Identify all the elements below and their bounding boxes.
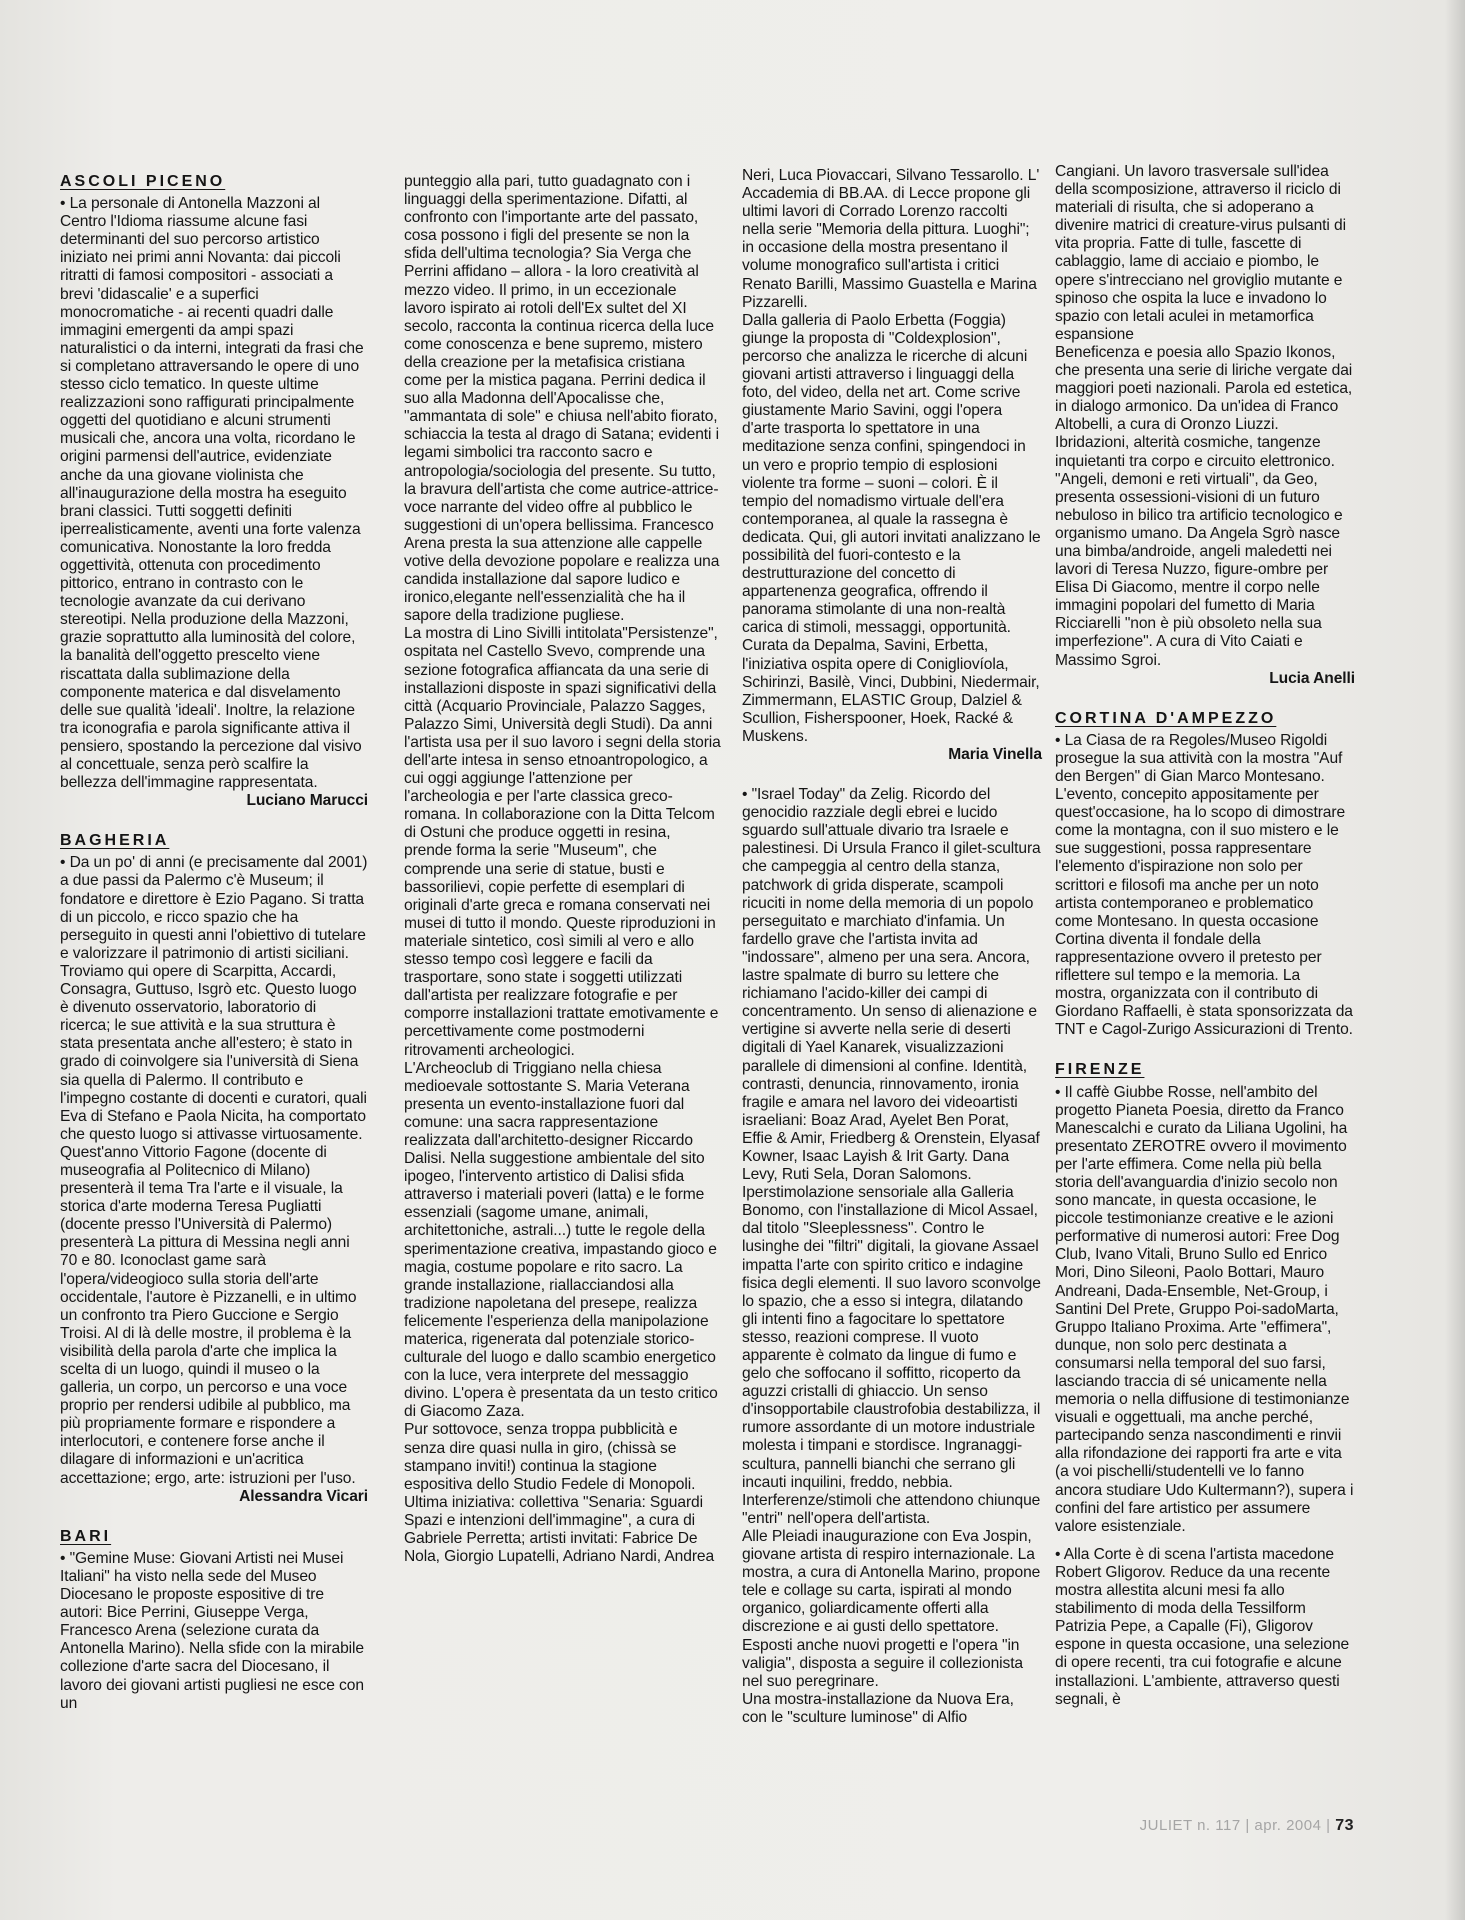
article-alla-corte: • Alla Corte è di scena l'artista macedone Robert Gligorov. Reduce da una recente mostra allestita alcuni mesi fa allo stabilimento di moda della Tessilform Patrizia Pepe, a Capalle (Fi), Gligorov espone in questa occasione, una selezione di opere recenti, tra cui fotografie e alcune installazioni. L'ambiente, attraverso questi segnali, è xyxy=(1055,1545,1350,1708)
article-cangiani: Cangiani. Un lavoro trasversale sull'idea della scomposizione, attraverso il riciclo di materiali di risulta, che si adoperano a divenire matrici di creature-virus pulsanti di vita propria. Fatte di tulle, fascette di cablaggio, lame di acciaio e piombo, le opere s'intrecciano nel groviglio mutante e spinoso che ospita la luce e invadono lo spazio con letali aculei in metamorfica espansione xyxy=(1055,163,1346,343)
section-heading-firenze: FIRENZE xyxy=(1055,1061,1145,1079)
article-bari-continued: punteggio alla pari, tutto guadagnato con i linguaggi della sperimentazione. Difatti, al confronto con l'importante arte del passato, cosa possono i figli del presente se non la sfida dell'ultima tecnologia? Sia Verga che Perrini affidano – allora - la loro creatività al mezzo video. Il primo, in un eccezionale lavoro ispirato ai rotoli dell'Ex sultet del XI secolo, racconta la continua ricerca della luce come conoscenza e bene supremo, mistero della creazione per la metafisica cristiana come per la mistica pagana. Perrini dedica il suo alla Madonna dell'Apocalisse che, "ammantata di sole" e chiusa nell'abito fiorato, schiaccia la testa al drago di Satana; evidenti i legami simbolici tra racconto sacro e antropologia/sociologia del presente. Su tutto, la bravura dell'artista che come autrice-attrice-voce narrante del video offre al pubblico le suggestioni di un'opera bellissima. Francesco Arena presta la sua attenzione alle cappelle votive della devozione popolare e realizza una candida installazione dal sapore ludico e ironico,elegante nell'essenzialità che ha il sapore della tradizione pugliese. xyxy=(404,173,720,625)
author-luciano-marucci: Luciano Marucci xyxy=(246,792,368,810)
section-heading-cortina: CORTINA D'AMPEZZO xyxy=(1055,709,1277,727)
article-galleria-bonomo: Iperstimolazione sensoriale alla Galleria Bonomo, con l'installazione di Micol Assael, dal titolo "Sleeplessness". Contro le lusinghe dei "filtri" digitali, la giovane Assael impatta l'arte con spirito critico e indagine fisica degli elementi. Il suo lavoro sconvolge lo spazio, che a esso si integra, dilatando gli intenti fino a fagocitare lo spettatore stesso, reazioni comprese. Il vuoto apparente è colmato da lingue di fumo e gelo che soffocano il soffitto, ricoperto da aguzzi cristalli di ghiaccio. Un senso d'insopportabile claustrofobia destabilizza, il rumore assordante di un motore industriale molesta i timpani e stordisce. Ingranaggi-scultura, pannelli bianchi che serrano gli incauti inquilini, freddo, nebbia. Interferenze/stimoli che attendono chiunque "entri" nell'opera dell'artista. xyxy=(742,1184,1041,1527)
column-3 xyxy=(742,167,1042,1727)
column-2 xyxy=(404,173,722,1566)
article-archeoclub: L'Archeoclub di Triggiano nella chiesa medioevale sottostante S. Maria Veterana presenta un evento-installazione fuori dal comune: una sacra rappresentazione realizzata dall'architetto-designer Riccardo Dalisi. Nella suggestione ambientale del sito ipogeo, l'intervento artistico di Dalisi sfida attraverso i materiali poveri (latta) e le forme essenziali (sagome umane, animali, architettoniche, astrali...) tutte le regole della sperimentazione creativa, impastando gioco e magia, costume popolare e rito sacro. La grande installazione, riallacciandosi alla tradizione napoletana del presepe, realizza felicemente l'esperienza della manipolazione materica, rigenerata dal potenziale storico-culturale del luogo e dallo scambio energetico con la luce, vera interprete del messaggio divino. L'opera è presentata da un testo critico di Giacomo Zaza. xyxy=(404,1059,718,1421)
section-heading-bari: BARI xyxy=(60,1527,112,1545)
column-4 xyxy=(1055,163,1355,1709)
article-giubbe-rosse: • Il caffè Giubbe Rosse, nell'ambito del progetto Pianeta Poesia, diretto da Franco Manescalchi e curato da Liliana Ugolini, ha presentato ZEROTRE ovvero il movimento per l'arte effimera. Come nella più bella storia dell'avanguardia d'inizio secolo non sono mancate, in questa occasione, le piccole testimonianze creative e le azioni performative di numerosi autori: Free Dog Club, Ivano Vitali, Bruno Sullo ed Enrico Mori, Dino Sileoni, Paolo Bottari, Mauro Andreani, Dada-Ensemble, Net-Group, i Santini Del Prete, Gruppo Poi-sadoMarta, Gruppo Italiano Proxima. Arte "effimera", dunque, non solo perc destinata a consumarsi nella temporal del suo farsi, lasciando traccia di sé unicamente nella memoria o nella diffusione di testimonianze visuali e oggettuali, ma anche perché, partecipando senza nascondimenti e rinvii alla rifondazione dei rapporti fra arte e vita (a voi pischelli/studentelli ve lo fanno ancora studiare Udo Kultermann?), supera i confini del fare artistico per assumere valore esistenziale. xyxy=(1055,1083,1354,1535)
page-footer xyxy=(1084,1817,1354,1835)
article-ascoli-piceno: • La personale di Antonella Mazzoni al Centro l'Idioma riassume alcune fasi determinanti del suo percorso artistico iniziato nei primi anni Novanta: dai piccoli ritratti di famosi compositori - associati a brevi 'didascalie' e a superfici monocromatiche - ai recenti quadri dalle immagini emergenti da ampi spazi naturalistici o da interni, integrati da frasi che si completano attraversando le opere di uno stesso ciclo tematico. In queste ultime realizzazioni sono raffigurati principalmente oggetti del quotidiano e alcuni strumenti musicali che, ancora una volta, ricordano le origini parmensi dell'autrice, evidenziate anche da una giovane violinista che all'inaugurazione della mostra ha eseguito brani classici. Tutti soggetti definiti iperrealisticamente, aventi una forte valenza comunicativa. Nonostante la loro fredda oggettività, ottenuta con procedimento pittorico, entrano in contrasto con le tecnologie avanzate da cui derivano stereotipi. Nella produzione della Mazzoni, grazie soprattutto alla luminosità del colore, la banalità dell'oggetto prescelto viene riscattata dalla sublimazione della componente materica e dal disvelamento delle sue qualità 'ideali'. Inoltre, la relazione tra iconografia e parola significante attiva il pensiero, spostando la percezione dal visivo al concettuale, senza però scalfire la bellezza dell'immagine rappresentata. xyxy=(60,195,364,792)
section-heading-bagheria: BAGHERIA xyxy=(60,832,170,850)
article-cortina: • La Ciasa de ra Regoles/Museo Rigoldi prosegue la sua attività con la mostra "Auf den Bergen" di Gian Marco Montesano. L'evento, concepito appositamente per quest'occasione, ha lo scopo di dimostrare come la montagna, con il suo mistero e le sue suggestioni, possa rappresentare l'elemento d'ispirazione non solo per scrittori e filosofi ma anche per un noto artista contemporaneo e problematico come Montesano. In questa occasione Cortina diventa il fondale della rappresentazione ovvero il pretesto per riflettere sul tempo e la memoria. La mostra, organizzata con il contributo di Giordano Raffaelli, è stata sponsorizzata da TNT e Cagol-Zurigo Assicurazioni di Trento. xyxy=(1055,731,1353,1039)
article-accademia-lecce: Neri, Luca Piovaccari, Silvano Tessarollo. L' Accademia di BB.AA. di Lecce propone gli ultimi lavori di Corrado Lorenzo raccolti nella serie "Memoria della pittura. Luoghi"; in occasione della mostra presentano il volume monografico sull'artista i critici Renato Barilli, Massimo Guastella e Marina Pizzarelli. xyxy=(742,167,1040,311)
article-studio-fedele: Pur sottovoce, senza troppa pubblicità e senza dire quasi nulla in giro, (chissà se stampano inviti!) continua la stagione espositiva dello Studio Fedele di Monopoli. Ultima iniziativa: collettiva "Senaria: Sguardi Spazi e intenzioni dell'immagine", a cura di Gabriele Perretta; artisti invitati: Fabrice De Nola, Giorgio Lupatelli, Adriano Nardi, Andrea xyxy=(404,1421,715,1566)
section-heading-ascoli-piceno: ASCOLI PICENO xyxy=(60,173,226,190)
article-pleiadi: Alle Pleiadi inaugurazione con Eva Jospin, giovane artista di respiro internazionale. La mostra, a cura di Antonella Marino, propone tele e collage su carta, ispirati al mondo organico, goliardicamente offerti alla discrezione e ai gusti dello spettatore. Esposti anche nuovi progetti e l'opera "in valigia", disposta a seguire il collezionista nel suo peregrinare. xyxy=(742,1527,1041,1690)
author-maria-vinella: Maria Vinella xyxy=(948,746,1042,763)
author-alessandra-vicari: Alessandra Vicari xyxy=(239,1487,368,1505)
article-bari: • "Gemine Muse: Giovani Artisti nei Musei Italiani" ha visto nella sede del Museo Diocesano le proposte espositive di tre autori: Bice Perrini, Giuseppe Verga, Francesco Arena (selezione curata da Antonella Marino). Nella sfide con la mirabile collezione d'arte sacra del Diocesano, il lavoro dei giovani artisti pugliesi ne esce con un xyxy=(60,1549,364,1712)
page-edge-shadow xyxy=(1445,0,1465,1920)
article-bagheria: • Da un po' di anni (e precisamente dal 2001) a due passi da Palermo c'è Museum; il fondatore e direttore è Ezio Pagano. Si tratta di un piccolo, e ricco spazio che ha perseguito in questi anni l'obiettivo di tutelare e valorizzare il patrimonio di artisti siciliani. Troviamo qui opere di Scarpitta, Accardi, Consagra, Guttuso, Isgrò etc. Questo luogo è divenuto osservatorio, laboratorio di ricerca; le sue attività e la sua struttura è stata presentata anche all'estero; è stato in grado di coinvolgere sia l'università di Siena sia quella di Palermo. Il contributo e l'impegno costante di docenti e curatori, quali Eva di Stefano e Paola Nicita, ha comportato che questo luogo si attivasse virtuosamente. Quest'anno Vittorio Fagone (docente di museografia al Politecnico di Milano) presenterà il tema Tra l'arte e il visuale, la storica d'arte moderna Teresa Pugliatti (docente presso l'Università di Palermo) presenterà La pittura di Messina negli anni 70 e 80. Iconoclast game sarà l'opera/videogioco sulla storia dell'arte occidentale, l'autore è Pizzanelli, e in ultimo un confronto tra Piero Guccione e Sergio Troisi. Al di là delle mostre, il problema è la visibilità della parola d'arte che implica la scelta di un luogo, quindi il museo o la galleria, un corpo, un percorso e una voce proprio per rendersi udibile al pubblico, ma più propriamente formare e rispondere a interlocutori, e contenere forse anche il dilagare di informazioni e un'acritica accettazione; ergo, arte: istruzioni per l'uso. xyxy=(60,854,368,1487)
column-1 xyxy=(60,173,368,1713)
article-lino-sivilli: La mostra di Lino Sivilli intitolata"Persistenze", ospitata nel Castello Svevo, comprende una sezione fotografica affiancata da una serie di installazioni disposte in spazi significativi della città (Acquario Provinciale, Palazzo Sagges, Palazzo Simi, Università degli Studi). Da anni l'artista usa per il suo lavoro i segni della storia dell'arte intesa in senso etnoantropologico, a cui oggi aggiunge l'attenzione per l'archeologia e per l'arte classica greco-romana. In collaborazione con la Ditta Telcom di Ostuni che produce oggetti in resina, prende forma la serie "Museum", che comprende una serie di statue, busti e bassorilievi, copie perfette di esemplari di originali d'arte greca e romana conservati nei musei di tutto il mondo. Queste riproduzioni in materiale sintetico, così simili al vero e allo stesso tempo così leggere e facili da trasportare, sono state i soggetti utilizzati dall'artista per realizzare fotografie e per comporre installazioni trattate emotivamente e percettivamente come postmoderni ritrovamenti archeologici. xyxy=(404,625,721,1059)
page-number: 73 xyxy=(1335,1817,1354,1834)
article-spazio-ikonos: Beneficenza e poesia allo Spazio Ikonos, che presenta una serie di liriche vergate dai maggiori poeti nazionali. Parola ed estetica, in dialogo armonico. Da un'idea di Franco Altobelli, a cura di Oronzo Liuzzi. xyxy=(1055,343,1353,434)
magazine-issue: JULIET n. 117 | apr. 2004 | xyxy=(1139,1817,1331,1834)
article-israel-today: • "Israel Today" da Zelig. Ricordo del genocidio razziale degli ebrei e lucido sguardo sull'attuale divario tra Israele e palestinesi. Di Ursula Franco il gilet-scultura che campeggia al centro della stanza, patchwork di grida disperate, scampoli ricuciti in nome della memoria di un popolo perseguitato e marchiato d'infamia. Un fardello grave che l'artista invita ad "indossare", almeno per una sera. Ancora, lastre spalmate di burro su lettere che richiamano l'acido-killer dei campi di concentramento. Un senso di alienazione e vertigine si avverte nella serie di deserti digitali di Yael Kanarek, visualizzazioni parallele di dimensioni al confine. Identità, contrasti, denuncia, rinnovamento, ironia fragile e amara nel lavoro dei videoartisti israeliani: Boaz Arad, Ayelet Ben Porat, Effie & Amir, Friedberg & Orenstein, Elyasaf Kowner, Isaac Layish & Irit Garty. Dana Levy, Ruti Sela, Doran Salomons. xyxy=(742,786,1041,1184)
article-nuova-era: Una mostra-installazione da Nuova Era, con le "sculture luminose" di Alfio xyxy=(742,1690,1014,1726)
article-geo: Ibridazioni, alterità cosmiche, tangenze inquietanti tra corpo e circuito elettronico. "Angeli, demoni e reti virtuali", da Geo, presenta ossessioni-visioni di un futuro nebuloso in bilico tra artificio tecnologico e organismo umano. Da Angela Sgrò nasce una bimba/androide, angeli maledetti nei lavori di Teresa Nuzzo, figure-ombre per Elisa Di Giacomo, mentre il corpo nelle immagini popolari del fumetto di Maria Ricciarelli "non è più obsoleto nella sua imperfezione". A cura di Vito Caiati e Massimo Sgroi. xyxy=(1055,434,1343,669)
author-lucia-anelli: Lucia Anelli xyxy=(1269,669,1355,687)
article-paolo-erbetta: Dalla galleria di Paolo Erbetta (Foggia) giunge la proposta di "Coldexplosion", percorso che analizza le ricerche di alcuni giovani artisti attraverso i linguaggi della foto, del video, della net art. Come scrive giustamente Mario Savini, oggi l'opera d'arte trasporta lo spettatore in una meditazione senza confini, spingendoci in un vero e proprio tempio di esplosioni violente tra forme – suoni – colori. È il tempio del nomadismo virtuale dell'era contemporanea, al quale la rassegna è dedicata. Qui, gli autori invitati analizzano le possibilità del fuori-contesto e la destrutturazione del concetto di appartenenza geografica, offrendo il panorama stimolante di una non-realtà carica di stimoli, messaggi, opportunità. Curata da Depalma, Savini, Erbetta, l'iniziativa ospita opere di Conigliovíola, Schirinzi, Basilè, Vinci, Dubbini, Niedermair, Zimmermann, ELASTIC Group, Dalziel & Scullion, Fisherspooner, Hoek, Racké & Muskens. xyxy=(742,311,1041,745)
